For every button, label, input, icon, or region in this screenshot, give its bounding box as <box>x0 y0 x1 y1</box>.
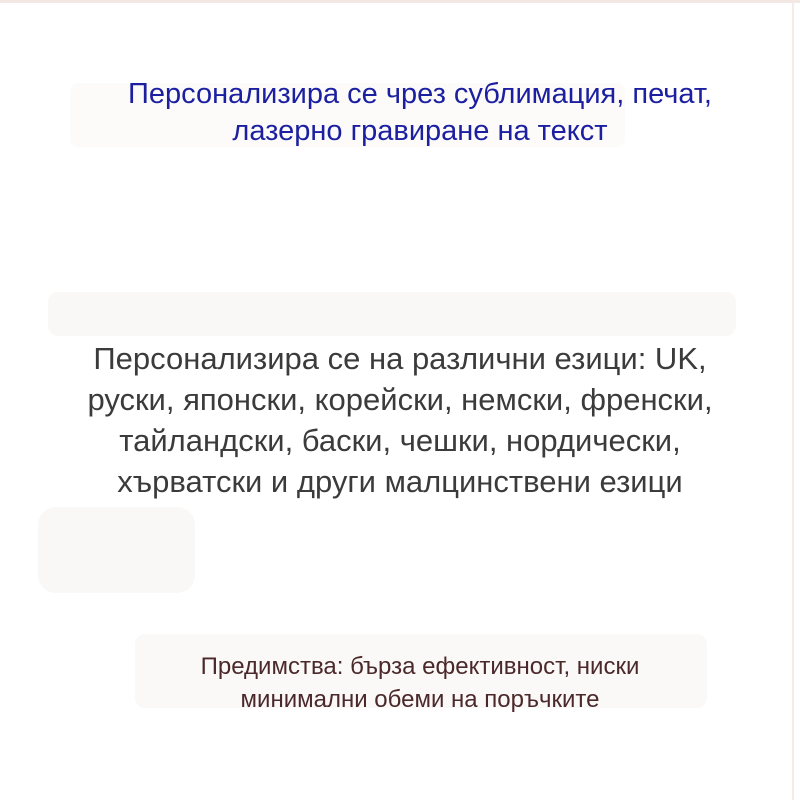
faded-image-band <box>48 292 736 336</box>
personalization-methods-heading <box>40 76 800 150</box>
faded-image-thumbnail <box>38 507 195 593</box>
languages-line: тайландски, баски, чешки, нордически, <box>119 423 681 458</box>
languages-line: Персонализира се на различни езици: UK, <box>93 341 707 376</box>
benefits-paragraph <box>40 650 800 716</box>
benefits-line: Предимства: бърза ефективност, ниски <box>200 653 640 680</box>
benefits-line: минимални обеми на поръчките <box>240 686 600 713</box>
languages-line: хърватски и други малцинствени езици <box>117 464 683 499</box>
heading-line: лазерно гравиране на текст <box>232 115 608 147</box>
languages-line: руски, японски, корейски, немски, френски, <box>87 382 713 417</box>
heading-line: Персонализира се чрез сублимация, печат, <box>128 78 712 110</box>
supported-languages-paragraph <box>0 338 800 502</box>
top-edge-strip <box>0 0 800 3</box>
